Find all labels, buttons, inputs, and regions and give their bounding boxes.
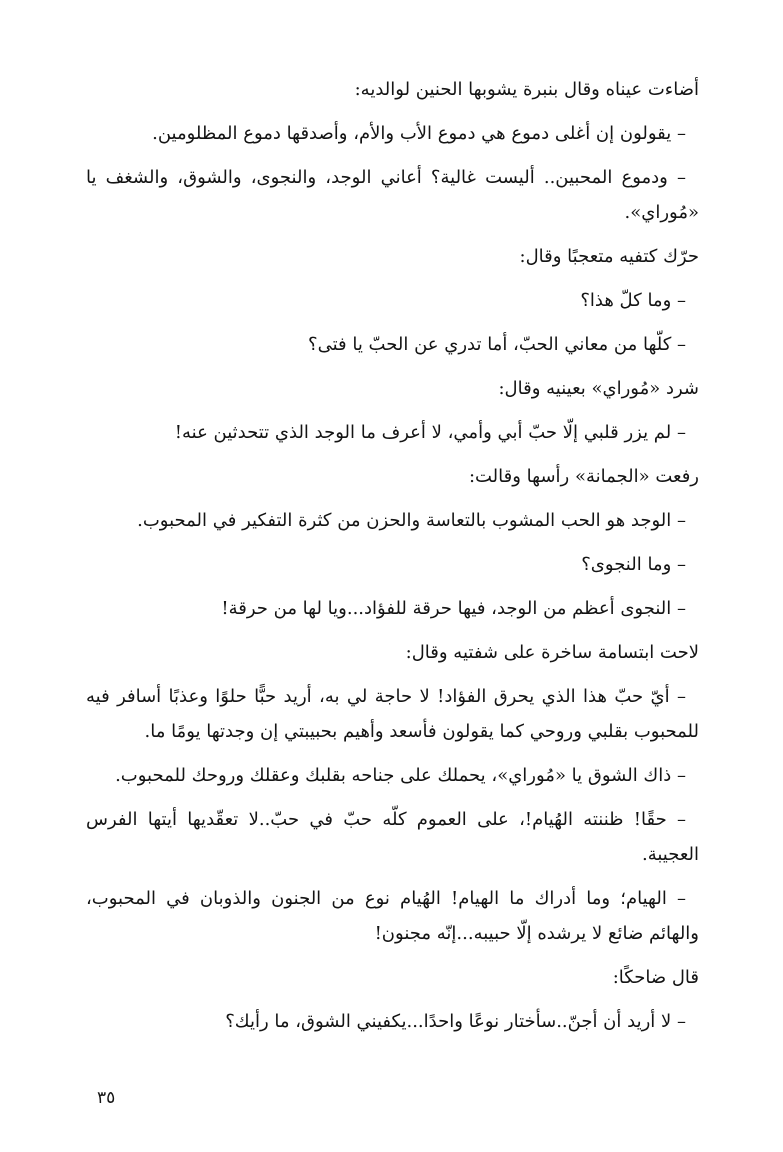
dialogue-paragraph: – ودموع المحبين.. أليست غالية؟ أعاني الوجد، والنجوى، والشوق، والشغف يا «مُوراي».	[86, 167, 699, 223]
dialogue-paragraph: – وما النجوى؟	[581, 554, 686, 575]
narration-paragraph: لاحت ابتسامة ساخرة على شفتيه وقال:	[405, 642, 699, 663]
dialogue-paragraph: – لا أريد أن أجنّ..سأختار نوعًا واحدًا...يكفيني الشوق، ما رأيك؟	[225, 1011, 686, 1032]
narration-paragraph: شرد «مُوراي» بعينيه وقال:	[498, 378, 699, 399]
dialogue-paragraph: – الوجد هو الحب المشوب بالتعاسة والحزن من كثرة التفكير في المحبوب.	[137, 510, 686, 531]
book-page-text	[86, 72, 699, 1048]
dialogue-paragraph: – ذاك الشوق يا «مُوراي»، يحملك على جناحه بقلبك وعقلك وروحك للمحبوب.	[115, 765, 686, 786]
dialogue-paragraph: – النجوى أعظم من الوجد، فيها حرقة للفؤاد...ويا لها من حرقة!	[221, 598, 686, 619]
narration-paragraph: حرّك كتفيه متعجبًا وقال:	[519, 246, 699, 267]
narration-paragraph: قال ضاحكًا:	[612, 967, 699, 988]
dialogue-paragraph: – يقولون إن أغلى دموع هي دموع الأب والأم، وأصدقها دموع المظلومين.	[152, 123, 686, 144]
narration-paragraph: أضاءت عيناه وقال بنبرة يشوبها الحنين لوالديه:	[354, 79, 699, 100]
dialogue-paragraph: – لم يزر قلبي إلّا حبّ أبي وأمي، لا أعرف ما الوجد الذي تتحدثين عنه!	[174, 422, 686, 443]
dialogue-paragraph: – حقًا! ظننته الهُيام!، على العموم كلّه حبّ في حبّ..لا تعقّديها أيتها الفرس العجيبة.	[86, 809, 699, 865]
dialogue-paragraph: – أيّ حبّ هذا الذي يحرق الفؤاد! لا حاجة لي به، أريد حبًّا حلوًا وعذبًا أسافر فيه للمحبوب بقلبي وروحي كما يقولون فأسعد وأهيم بحبيبتي إن وجدتها يومًا ما.	[86, 686, 699, 742]
dialogue-paragraph: – الهيام؛ وما أدراك ما الهيام! الهُيام نوع من الجنون والذوبان في المحبوب، والهائم ضائع لا يرشده إلّا حبيبه...إنّه مجنون!	[86, 888, 699, 944]
page-number: ٣٥	[97, 1088, 116, 1108]
dialogue-paragraph: – وما كلّ هذا؟	[580, 290, 686, 311]
dialogue-paragraph: – كلّها من معاني الحبّ، أما تدري عن الحبّ يا فتى؟	[308, 334, 686, 355]
narration-paragraph: رفعت «الجمانة» رأسها وقالت:	[468, 466, 699, 487]
